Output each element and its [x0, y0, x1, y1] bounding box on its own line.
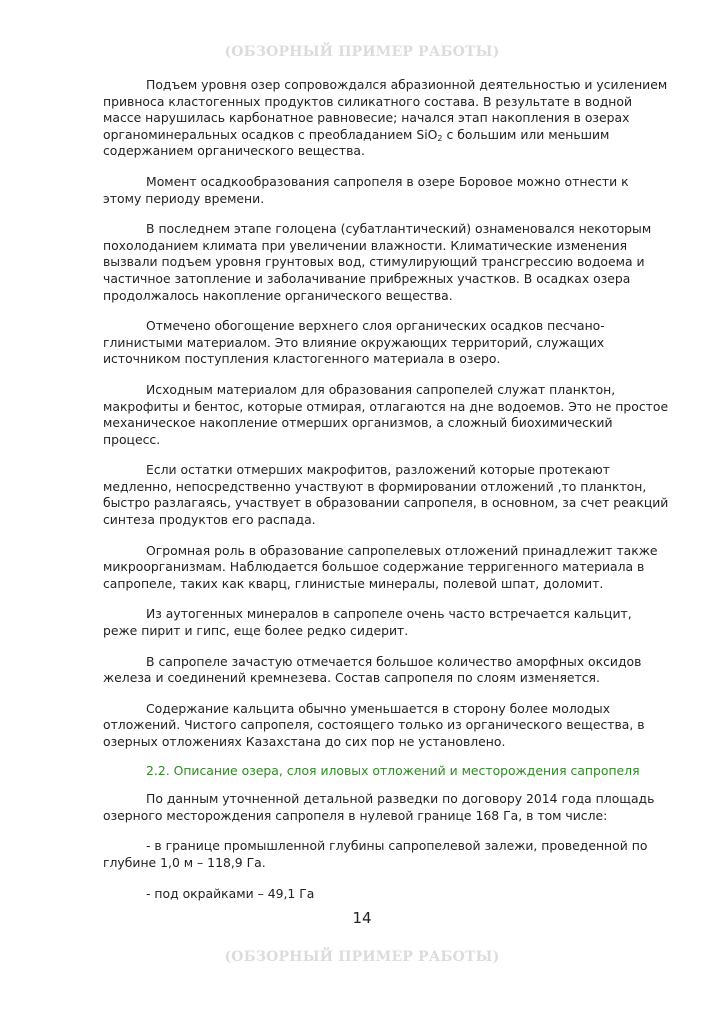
paragraph-2: Момент осадкообразования сапропеля в озере Боровое можно отнести к этому периоду времени. [103, 173, 629, 206]
paragraph-12: - в границе промышленной глубины сапропелевой залежи, проведенной по глубине 1,0 м – 118,9 Га. [103, 838, 648, 870]
subscript: 2 [437, 133, 443, 143]
paragraph-3: В последнем этапе голоцена (субатлантический) ознаменовался некоторым похолоданием климата при увеличении влажности. Климатические изменения вызвали подъем уровня грунтовых вод, стимулирующий трансгрессию водоема и частичное затопление и заболачивание прибрежных участков. В осадках озера продолжалось накопление органического вещества. [103, 221, 652, 303]
paragraph-6: Если остатки отмерших макрофитов, разложений которые протекают медленно, непосредственно участвуют в формировании отложений ,то планктон, быстро разлагаясь, участвует в образовании сапропеля, в основном, за счет реакций синтеза продуктов его распада. [103, 462, 669, 528]
paragraph-1: Подъем уровня озер сопровождался абразионной деятельностью и усилением привноса кластогенных продуктов силикатного состава. В результате в водной массе нарушилась карбонатное равновесие; начался этап накопления в озерах органоминеральных осадков с преобладанием SiO$_2$ с большим или меньшим содержанием органического вещества. [103, 77, 668, 159]
paragraph-10: Содержание кальцита обычно уменьшается в сторону более молодых отложений. Чистого сапропеля, состоящего только из органического вещества, в озерных отложениях Казахстана до сих пор не установлено. [103, 700, 645, 749]
paragraph-7: Огромная роль в образование сапропелевых отложений принадлежит также микроорганизмам. Наблюдается большое содержание терригенного материала в сапропеле, таких как кварц, глинистые минералы, полевой шпат, доломит. [103, 542, 658, 591]
section-heading: 2.2. Описание озера, слоя иловых отложений и месторождения сапропеля [146, 762, 640, 778]
paragraph-8: Из аутогенных минералов в сапропеле очень часто встречается кальцит, реже пирит и гипс, еще более редко сидерит. [103, 606, 632, 639]
paragraph-11: По данным уточненной детальной разведки по договору 2014 года площадь озерного месторождения сапропеля в нулевой границе 168 Га, в том числе: [103, 791, 655, 823]
watermark-top: (ОБЗОРНЫЙ ПРИМЕР РАБОТЫ) [224, 44, 500, 60]
paragraph-9: В сапропеле зачастую отмечается большое количество аморфных оксидов железа и соединений кремнезева. Состав сапропеля по слоям изменяется. [103, 653, 642, 686]
paragraph-4: Отмечено обогощение верхнего слоя органических осадков песчано-глинистыми материалом. Это влияние окружающих территорий, служащих источником поступления кластогенного материала в озеро. [103, 318, 605, 367]
paragraph-13: - под окрайками – 49,1 Га [146, 885, 315, 901]
document-body [103, 77, 669, 916]
page-number: 14 [352, 909, 372, 927]
paragraph-5: Исходным материалом для образования сапропелей служат планктон, макрофиты и бентос, которые отмирая, отлагаются на дне водоемов. Это не простое механическое накопление отмерших организмов, а сложный биохимический процесс. [103, 381, 669, 447]
watermark-bottom: (ОБЗОРНЫЙ ПРИМЕР РАБОТЫ) [224, 949, 500, 965]
